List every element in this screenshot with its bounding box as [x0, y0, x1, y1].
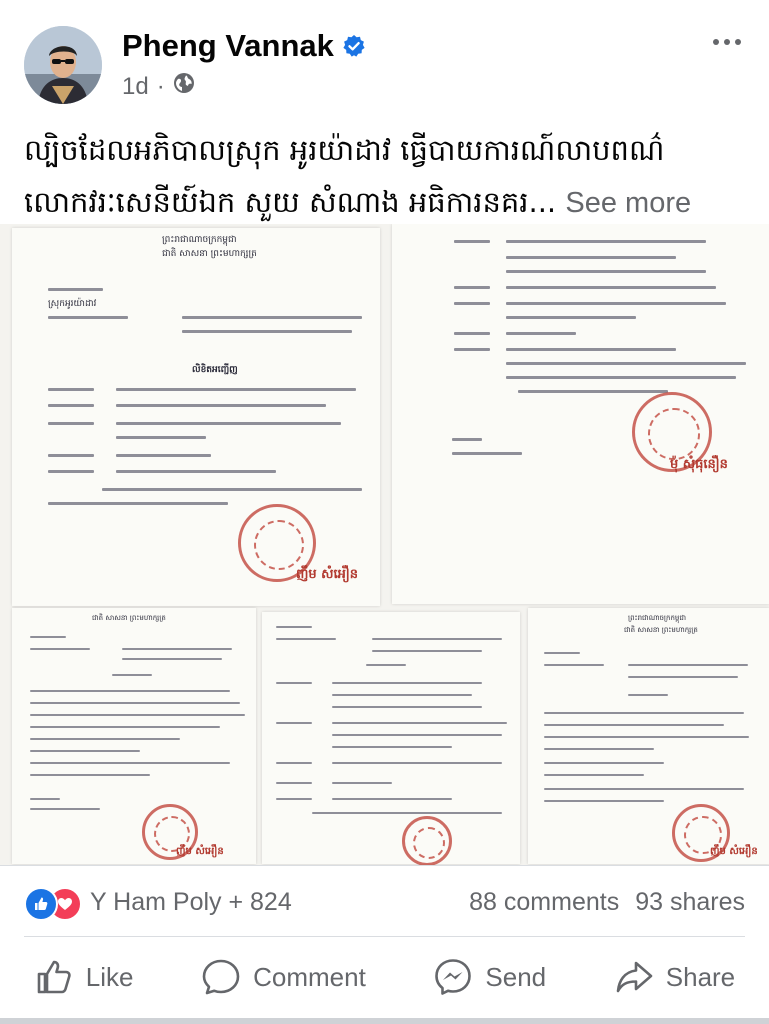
doc3-line: [112, 674, 152, 676]
author-name[interactable]: Pheng Vannak: [122, 28, 334, 63]
doc1-motto: ជាតិ សាសនា ព្រះមហាក្សត្រ: [162, 249, 257, 259]
shares-count[interactable]: 93 shares: [635, 887, 745, 916]
actions-top-divider: [24, 936, 745, 937]
doc2-line: [506, 302, 726, 305]
doc3-signature: ញឹម សំអឿន: [176, 846, 224, 857]
doc5-line: [544, 788, 744, 790]
doc3-line: [30, 714, 245, 716]
doc4-line: [276, 782, 312, 784]
doc1-line: [116, 470, 276, 473]
doc1-line: [48, 454, 94, 457]
doc5-line: [544, 724, 724, 726]
post-text-line-2: [24, 176, 749, 229]
doc2-line: [518, 390, 668, 393]
doc5-kingdom-header: ព្រះរាជាណាចក្រកម្ពុជា: [628, 614, 687, 622]
doc3-line: [30, 648, 90, 650]
doc3-line: [30, 726, 220, 728]
doc3-line: [30, 738, 180, 740]
doc5-line: [544, 712, 744, 714]
send-label: Send: [485, 961, 547, 992]
doc5-line: [544, 800, 664, 802]
doc3-line: [30, 762, 230, 764]
post-text-line-1: ល្បិចដែលអភិបាលស្រុក អូរយ៉ាដាវ ធ្វើបាយការណ៍លាបពណ៌: [24, 133, 665, 167]
thumbs-up-icon: [34, 957, 74, 997]
doc4-line: [332, 782, 392, 784]
doc5-line: [544, 774, 644, 776]
doc2-signature: ម៉ុ សុំធុនឿន: [670, 457, 728, 472]
doc4-line: [276, 722, 312, 724]
post-text: [24, 124, 749, 229]
doc2-line: [454, 348, 490, 351]
like-button[interactable]: [34, 957, 134, 997]
doc4-line: [276, 626, 312, 628]
doc2-line: [452, 452, 522, 455]
document-page-3: [12, 608, 256, 864]
doc5-line: [544, 762, 664, 764]
globe-icon: [173, 72, 195, 101]
more-dot-icon: [724, 39, 730, 45]
reaction-icons[interactable]: [24, 885, 88, 919]
doc4-line: [332, 706, 482, 708]
more-dot-icon: [713, 39, 719, 45]
doc1-line: [48, 404, 94, 407]
doc3-line: [30, 750, 140, 752]
doc1-line: [116, 454, 211, 457]
doc2-line: [506, 256, 676, 259]
doc5-line: [544, 748, 654, 750]
doc2-line: [452, 438, 482, 441]
doc4-line: [332, 694, 472, 696]
feed-separator: [0, 1018, 769, 1024]
reactions-summary: [24, 880, 745, 924]
doc5-line: [628, 694, 668, 696]
doc2-line: [454, 302, 490, 305]
document-page-4: [262, 612, 520, 864]
meta-separator: ·: [156, 72, 165, 100]
share-button[interactable]: [614, 957, 735, 997]
doc1-line: [48, 288, 103, 291]
doc4-line: [332, 798, 452, 800]
post-image[interactable]: [0, 224, 769, 865]
doc2-line: [506, 348, 676, 351]
doc2-line: [506, 376, 736, 379]
doc3-line: [30, 690, 230, 692]
doc4-line: [276, 682, 312, 684]
doc4-line: [312, 812, 502, 814]
doc4-line: [366, 664, 406, 666]
doc4-line: [332, 722, 507, 724]
doc1-district: ស្រុកអូរយ៉ាដាវ: [48, 299, 97, 309]
verified-badge-icon: [342, 34, 366, 58]
doc5-line: [544, 652, 580, 654]
doc1-line: [116, 436, 206, 439]
author-name-row: [122, 28, 366, 64]
doc4-line: [332, 734, 502, 736]
doc1-line: [102, 488, 362, 491]
doc2-line: [506, 270, 706, 273]
messenger-icon: [433, 957, 473, 997]
doc3-line: [30, 798, 60, 800]
doc3-line: [30, 636, 66, 638]
author-avatar[interactable]: [24, 26, 102, 104]
doc5-line: [628, 676, 738, 678]
doc1-line: [48, 502, 228, 505]
document-page-1: [12, 228, 380, 606]
post-actions: [0, 940, 769, 1014]
send-button[interactable]: [433, 957, 546, 997]
post-text-line-2-content: លោកវរៈសេនីយ៍ឯក សួយ សំណាង អធិការនគរ...: [24, 185, 557, 219]
doc1-line: [116, 388, 356, 391]
doc3-line: [122, 658, 222, 660]
doc2-line: [454, 286, 490, 289]
doc1-line: [116, 422, 341, 425]
doc4-line: [372, 650, 482, 652]
like-label: Like: [85, 961, 134, 992]
doc4-official-stamp: [402, 816, 452, 865]
comment-label: Comment: [253, 961, 366, 992]
post-meta: [122, 72, 195, 101]
doc1-line: [48, 316, 128, 319]
comment-button[interactable]: [201, 957, 366, 997]
doc4-line: [332, 746, 452, 748]
doc1-line: [48, 422, 94, 425]
doc2-line: [454, 240, 490, 243]
see-more-link[interactable]: See more: [565, 187, 692, 219]
doc3-line: [30, 774, 150, 776]
doc4-line: [276, 638, 336, 640]
doc5-line: [544, 664, 604, 666]
doc4-line: [332, 762, 502, 764]
doc1-line: [48, 388, 94, 391]
doc1-line: [116, 404, 326, 407]
doc2-line: [506, 240, 706, 243]
doc1-kingdom-header: ព្រះរាជាណាចក្រកម្ពុជា: [162, 235, 237, 245]
comments-count[interactable]: 88 comments: [469, 887, 620, 916]
like-reaction-icon: [24, 887, 58, 921]
doc2-line: [506, 286, 716, 289]
doc4-line: [276, 762, 312, 764]
doc3-line: [122, 648, 232, 650]
share-label: Share: [665, 961, 736, 992]
post-stats: [469, 888, 745, 917]
doc5-motto: ជាតិ សាសនា ព្រះមហាក្សត្រ: [624, 626, 698, 634]
more-dot-icon: [735, 39, 741, 45]
doc2-line: [454, 332, 490, 335]
more-options-button[interactable]: [707, 28, 747, 56]
comment-bubble-icon: [201, 957, 241, 997]
document-page-5: [528, 608, 769, 864]
doc3-line: [30, 702, 240, 704]
doc1-invitation-title: លិខិតអញ្ជើញ: [192, 365, 238, 375]
doc2-line: [506, 362, 746, 365]
doc2-line: [506, 316, 636, 319]
doc1-line: [182, 316, 362, 319]
share-arrow-icon: [614, 957, 654, 997]
image-bottom-divider: [0, 865, 769, 866]
doc2-line: [506, 332, 576, 335]
doc1-line: [182, 330, 352, 333]
doc1-line: [48, 470, 94, 473]
doc5-line: [544, 736, 749, 738]
document-page-2: [392, 224, 769, 604]
doc5-signature: ញឹម សំអឿន: [710, 846, 758, 857]
post-header: [0, 0, 769, 120]
doc3-line: [30, 808, 100, 810]
doc3-motto: ជាតិ សាសនា ព្រះមហាក្សត្រ: [92, 614, 166, 622]
post-time[interactable]: 1d: [122, 72, 149, 100]
doc1-signature: ញឹម សំអឿន: [296, 567, 359, 582]
reaction-names[interactable]: Y Ham Poly + 824: [90, 887, 292, 916]
doc4-line: [332, 682, 482, 684]
doc4-line: [372, 638, 502, 640]
doc5-line: [628, 664, 748, 666]
doc4-line: [276, 798, 312, 800]
